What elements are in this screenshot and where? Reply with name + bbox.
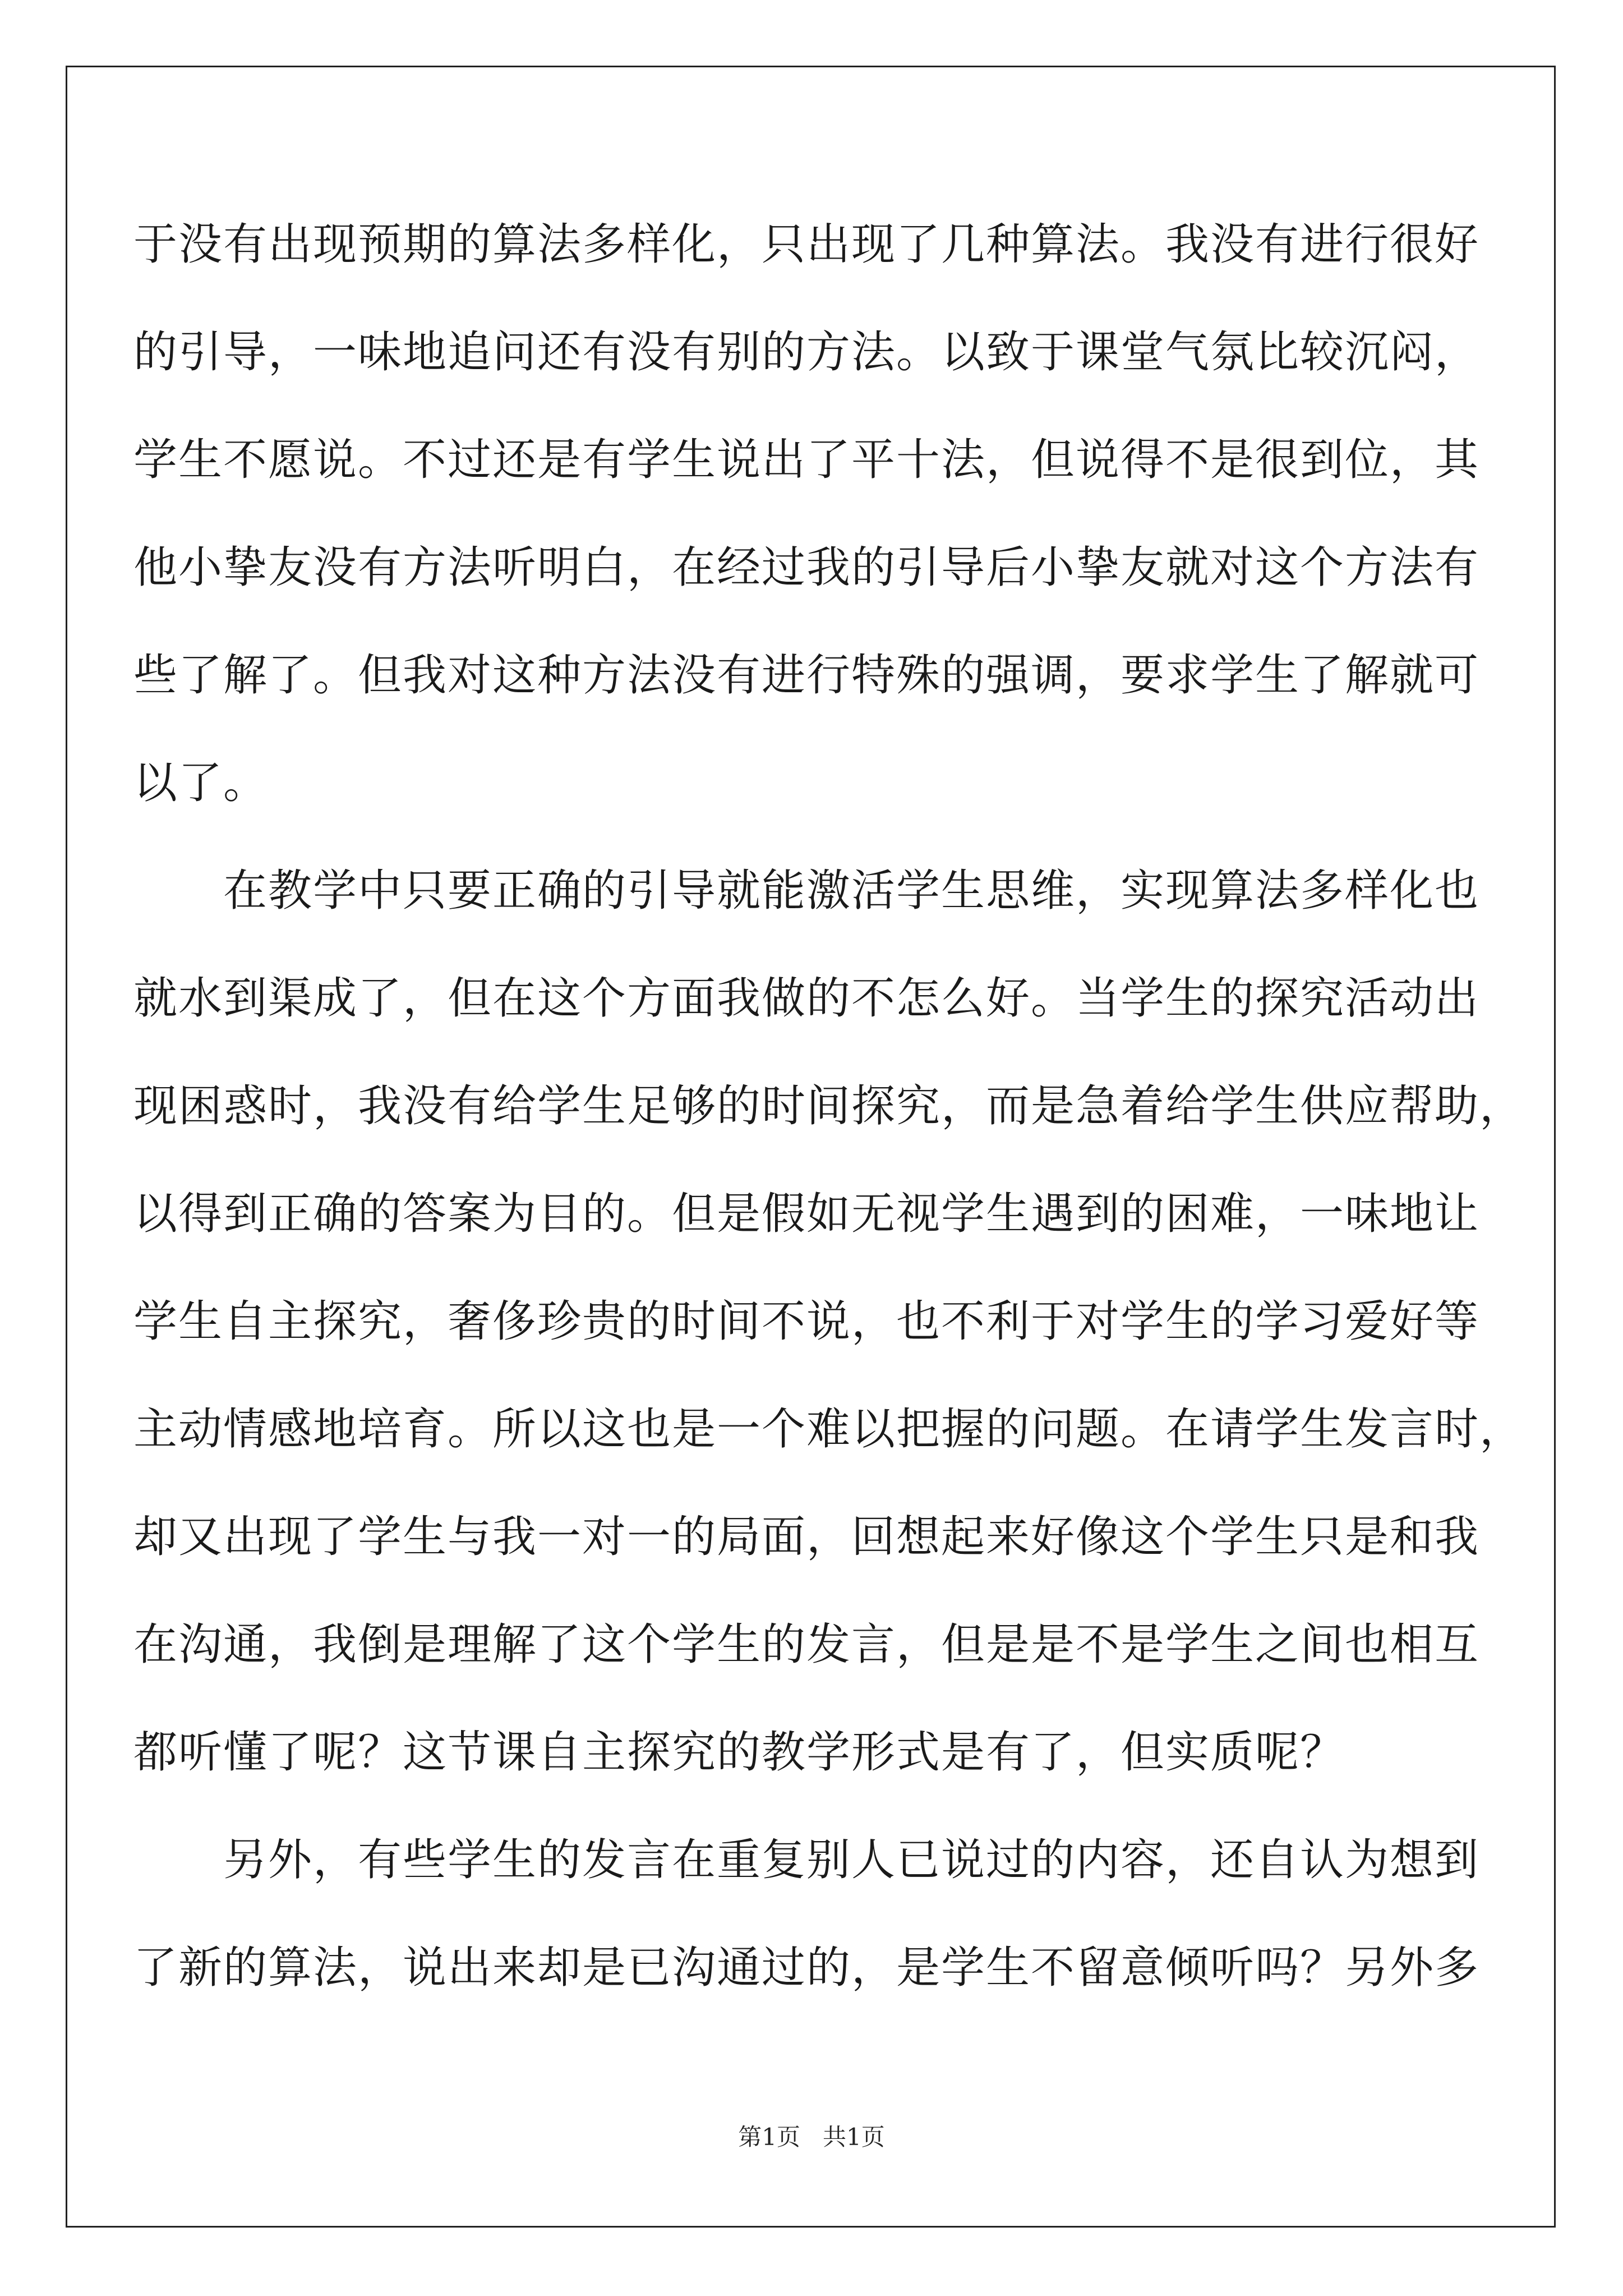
document-body (133, 191, 1525, 2022)
text-line: 在沟通，我倒是理解了这个学生的发言，但是是不是学生之间也相互 (133, 1619, 1480, 1670)
text-line: 现困惑时，我没有给学生足够的时间探究，而是急着给学生供应帮助， (133, 1081, 1525, 1131)
text-line: 些了解了。但我对这种方法没有进行特殊的强调，要求学生了解就可 (133, 650, 1480, 701)
text-line: 以了。 (133, 758, 269, 808)
text-line: 学生自主探究，奢侈珍贵的时间不说，也不利于对学生的学习爱好等 (133, 1296, 1480, 1347)
text-line: 另外，有些学生的发言在重复别人已说过的内容，还自认为想到 (133, 1835, 1480, 1885)
text-line: 却又出现了学生与我一对一的局面，回想起来好像这个学生只是和我 (133, 1512, 1480, 1562)
page-number-footer: 第1页 共1页 (738, 2123, 885, 2151)
text-line: 就水到渠成了，但在这个方面我做的不怎么好。当学生的探究活动出 (133, 973, 1480, 1024)
text-line: 他小挚友没有方法听明白，在经过我的引导后小挚友就对这个方法有 (133, 542, 1480, 593)
text-line: 学生不愿说。不过还是有学生说出了平十法，但说得不是很到位，其 (133, 435, 1480, 485)
text-line: 于没有出现预期的算法多样化，只出现了几种算法。我没有进行很好 (133, 219, 1480, 270)
text-line: 以得到正确的答案为目的。但是假如无视学生遇到的困难，一味地让 (133, 1189, 1480, 1239)
text-line: 的引导，一味地追问还有没有别的方法。以致于课堂气氛比较沉闷， (133, 327, 1480, 378)
text-line: 在教学中只要正确的引导就能激活学生思维，实现算法多样化也 (133, 866, 1480, 916)
text-line: 主动情感地培育。所以这也是一个难以把握的问题。在请学生发言时， (133, 1404, 1525, 1455)
text-line: 都听懂了呢？这节课自主探究的教学形式是有了，但实质呢？ (133, 1727, 1345, 1778)
text-line: 了新的算法，说出来却是已沟通过的，是学生不留意倾听吗？另外多 (133, 1943, 1480, 1993)
